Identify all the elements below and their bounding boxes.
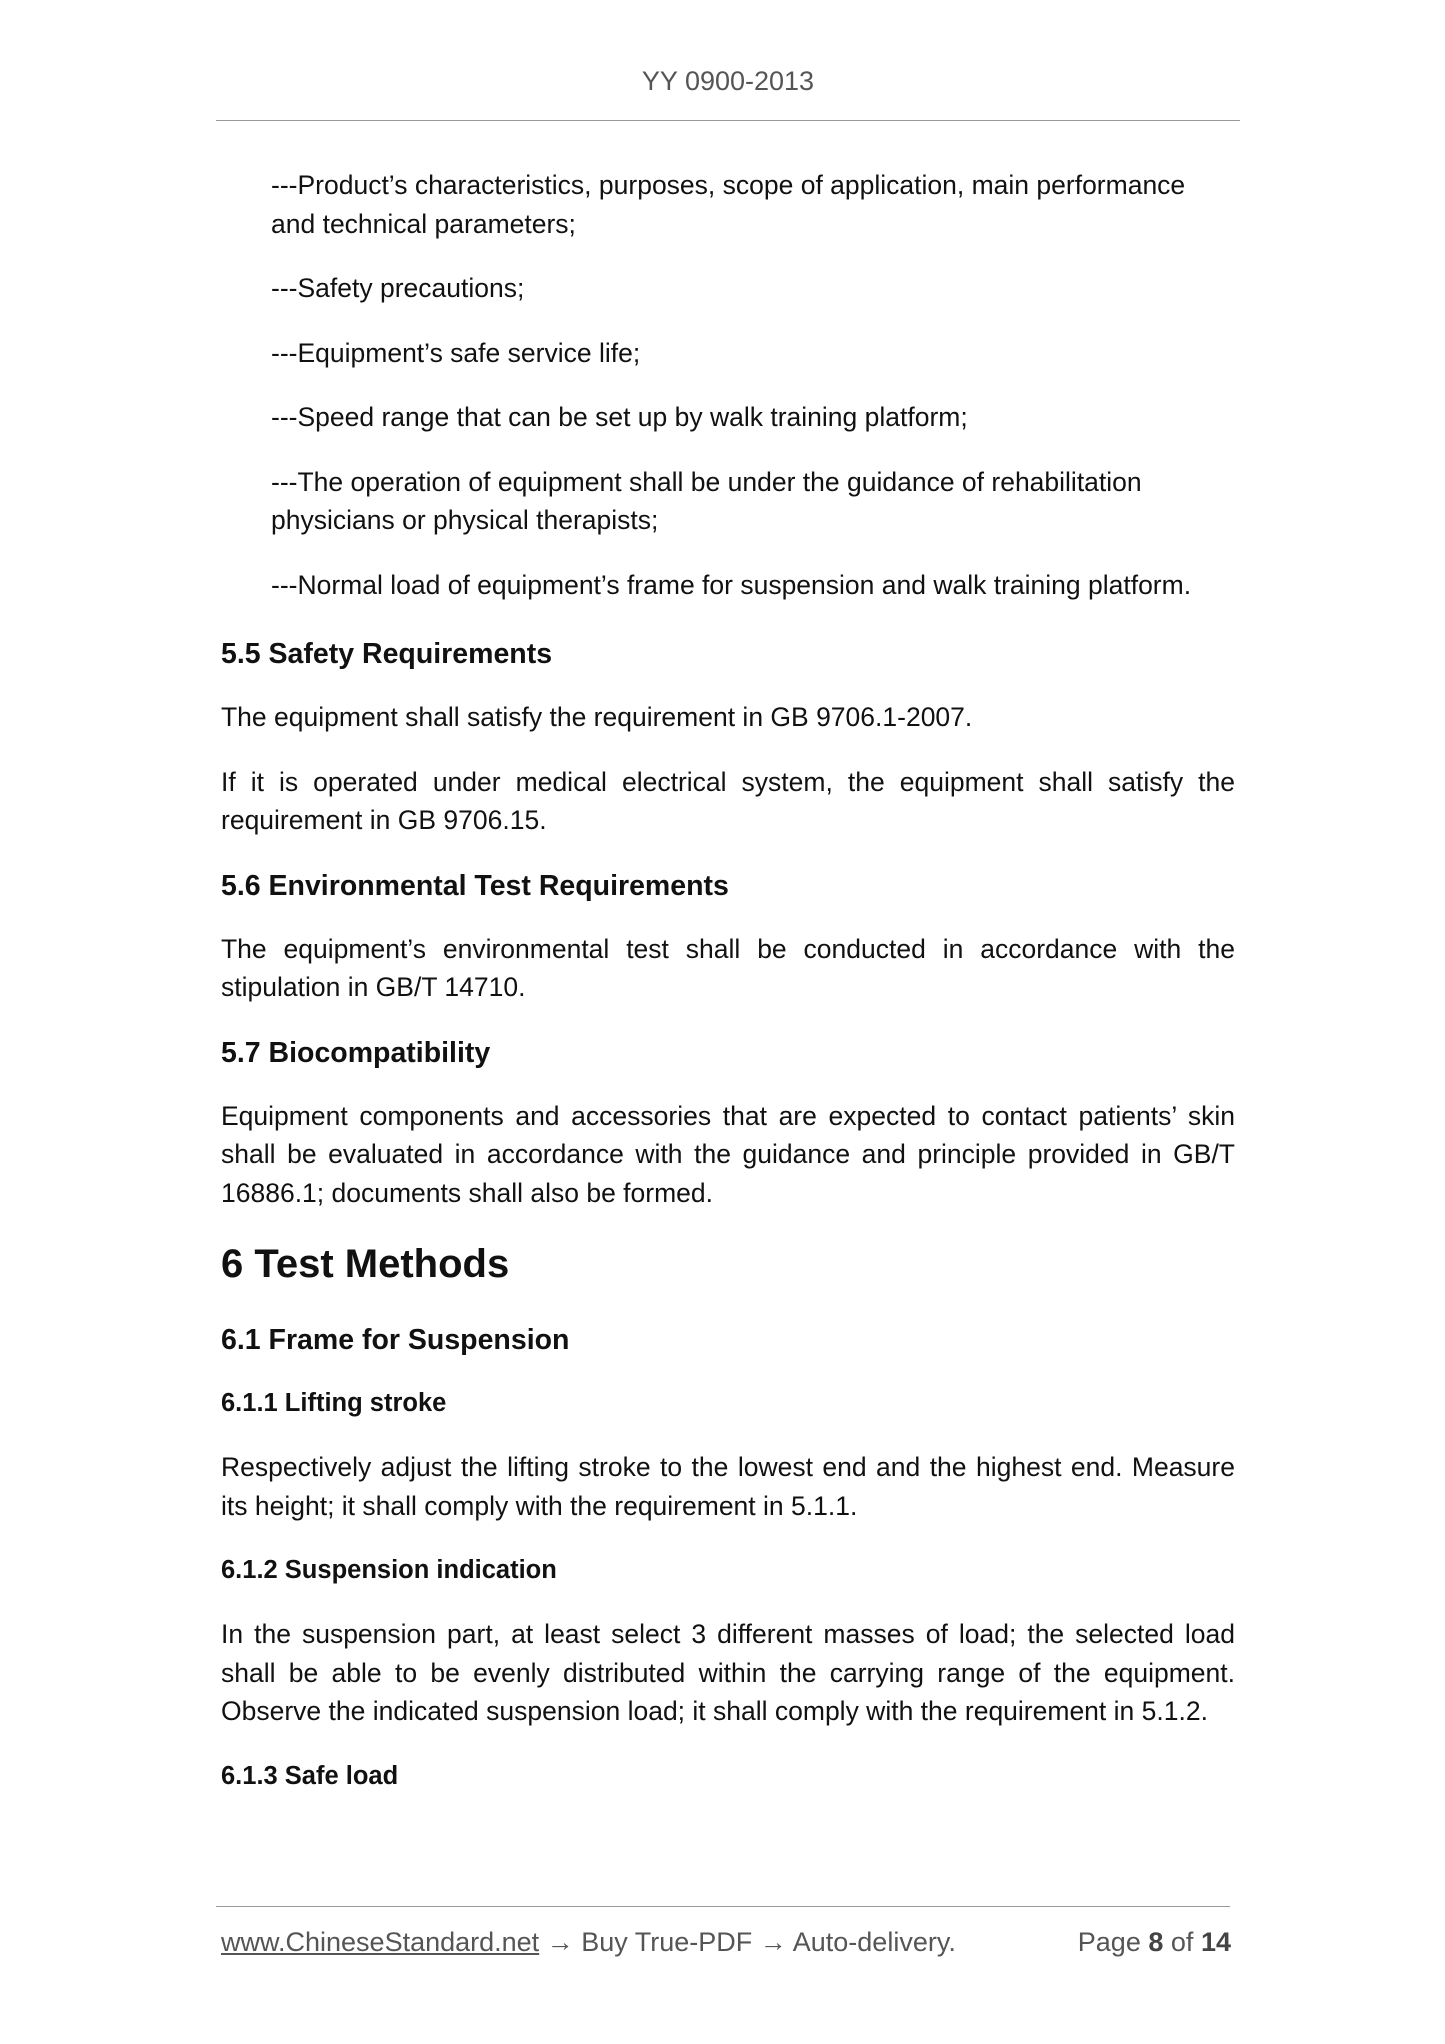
- website-link[interactable]: www.ChineseStandard.net: [221, 1927, 540, 1957]
- list-item: [271, 334, 1235, 373]
- paragraph: The equipment’s environmental test shall be conducted in accordance with the stipulation in GB/T 14710.: [221, 933, 1235, 1002]
- list-item: [271, 166, 1235, 243]
- footer-divider: [216, 1906, 1230, 1907]
- page-of-label: of: [1170, 1927, 1194, 1957]
- header-divider: [216, 120, 1240, 121]
- subsection-heading-6-1-1: 6.1.1 Lifting stroke: [221, 1389, 447, 1417]
- page-footer: [221, 1924, 1231, 1960]
- list-item-text: ---The operation of equipment shall be under the guidance of rehabilitation: [271, 466, 1142, 497]
- list-item-text: ---Product’s characteristics, purposes, scope of application, main performance: [271, 170, 1186, 200]
- list-item: [271, 398, 1235, 437]
- list-item: [271, 463, 1235, 540]
- list-item-text: ---Safety precautions;: [271, 273, 525, 303]
- page-label: Page: [1077, 1927, 1141, 1957]
- list-item-text: ---Speed range that can be set up by walk training platform;: [271, 402, 968, 432]
- paragraph: If it is operated under medical electrical system, the equipment shall satisfy the requirement in GB 9706.15.: [221, 766, 1235, 835]
- subsection-heading-6-1-2: 6.1.2 Suspension indication: [221, 1556, 557, 1584]
- section-heading-5-6: 5.6 Environmental Test Requirements: [221, 869, 729, 902]
- footer-promo-text: → Buy True-PDF → Auto-delivery.: [546, 1927, 956, 1957]
- paragraph: The equipment shall satisfy the requirement in GB 9706.1-2007.: [221, 702, 973, 732]
- list-item-continuation: physicians or physical therapists;: [271, 505, 659, 535]
- section-heading-6-1: 6.1 Frame for Suspension: [221, 1324, 570, 1356]
- paragraph: In the suspension part, at least select 3 different masses of load; the selected load shall be able to be evenly distributed within the carrying range of the equipment. Observe the indicated suspension load; it shall comply with the requirement in 5.1.2.: [221, 1619, 1235, 1726]
- subsection-heading-6-1-3: 6.1.3 Safe load: [221, 1761, 399, 1790]
- page-content: [221, 166, 1235, 1821]
- section-heading-5-5: 5.5 Safety Requirements: [221, 638, 553, 670]
- chapter-heading-6: 6 Test Methods: [221, 1242, 510, 1286]
- page-indicator: [1078, 1924, 1231, 1960]
- list-item-text: ---Equipment’s safe service life;: [271, 337, 641, 368]
- section-heading-5-7: 5.7 Biocompatibility: [221, 1036, 491, 1069]
- list-item-continuation: and technical parameters;: [271, 208, 576, 239]
- list-item: [271, 566, 1235, 605]
- paragraph: Respectively adjust the lifting stroke to the lowest end and the highest end. Measure its height; it shall comply with the requirement in 5.1.1.: [221, 1452, 1235, 1521]
- page-total: 14: [1200, 1927, 1231, 1957]
- page-current: 8: [1148, 1927, 1164, 1957]
- document-id-header: YY 0900-2013: [641, 66, 815, 96]
- paragraph: Equipment components and accessories that are expected to contact patients’ skin shall be evaluated in accordance with the guidance and principle provided in GB/T 16886.1; documents shall also be formed.: [221, 1100, 1235, 1208]
- list-item-text: ---Normal load of equipment’s frame for suspension and walk training platform.: [271, 569, 1192, 600]
- list-item: [271, 269, 1235, 308]
